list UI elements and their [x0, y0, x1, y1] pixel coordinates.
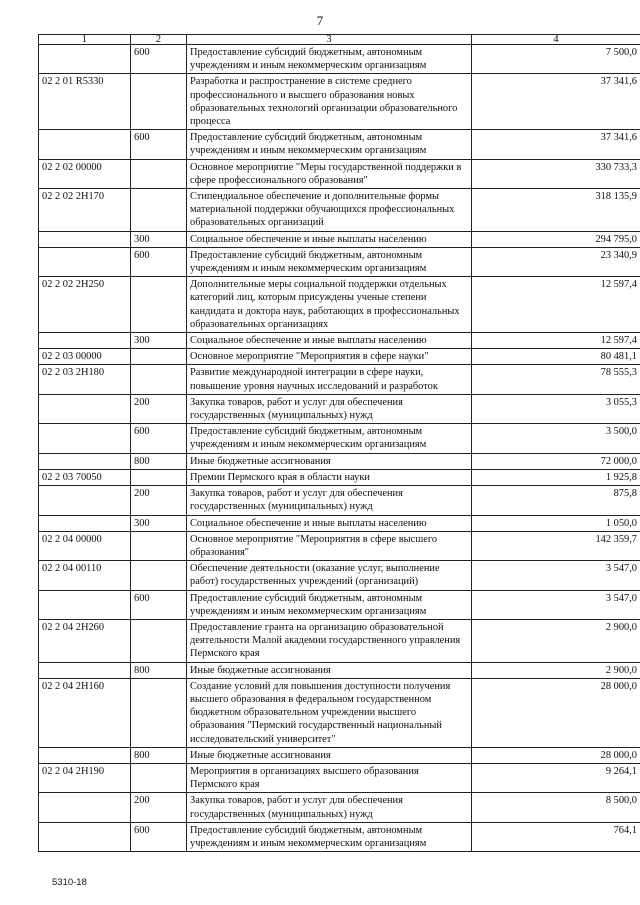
row-code: [39, 394, 131, 423]
row-code: [39, 247, 131, 276]
row-name: Социальное обеспечение и иные выплаты населению: [187, 333, 472, 349]
table-row: [39, 515, 640, 531]
row-name: Предоставление гранта на организацию образовательной деятельности Малой академии государственного управления Пермского края: [187, 619, 472, 662]
row-expense-type: [131, 349, 187, 365]
row-amount: 8 500,0: [472, 793, 640, 822]
row-expense-type: [131, 678, 187, 747]
row-code: [39, 231, 131, 247]
table-row: [39, 453, 640, 469]
row-code: [39, 453, 131, 469]
row-amount: 2 900,0: [472, 662, 640, 678]
row-code: [39, 424, 131, 453]
row-amount: 37 341,6: [472, 74, 640, 130]
row-code: 02 2 03 00000: [39, 349, 131, 365]
row-amount: 318 135,9: [472, 189, 640, 232]
row-name: Мероприятия в организациях высшего образования Пермского края: [187, 763, 472, 792]
row-name: Предоставление субсидий бюджетным, автономным учреждениям и иным некоммерческим организациям: [187, 45, 472, 74]
row-expense-type: 600: [131, 45, 187, 74]
row-code: 02 2 03 2Н180: [39, 365, 131, 394]
table-row: [39, 74, 640, 130]
row-amount: 12 597,4: [472, 333, 640, 349]
row-name: Обеспечение деятельности (оказание услуг, выполнение работ) государственных учреждений (организаций): [187, 561, 472, 590]
row-amount: 1 925,8: [472, 469, 640, 485]
row-name: Социальное обеспечение и иные выплаты населению: [187, 515, 472, 531]
row-amount: 28 000,0: [472, 678, 640, 747]
row-name: Разработка и распространение в системе среднего профессионального и высшего образования новых образовательных технологий организации образовательного процесса: [187, 74, 472, 130]
row-expense-type: 200: [131, 486, 187, 515]
row-code: 02 2 02 2Н250: [39, 277, 131, 333]
row-amount: 28 000,0: [472, 747, 640, 763]
row-expense-type: [131, 763, 187, 792]
row-amount: 875,8: [472, 486, 640, 515]
row-expense-type: 600: [131, 590, 187, 619]
row-amount: 3 500,0: [472, 424, 640, 453]
row-amount: 2 900,0: [472, 619, 640, 662]
table-row: [39, 590, 640, 619]
row-amount: 3 547,0: [472, 590, 640, 619]
row-expense-type: [131, 619, 187, 662]
row-code: [39, 486, 131, 515]
row-expense-type: [131, 277, 187, 333]
row-amount: 294 795,0: [472, 231, 640, 247]
row-code: 02 2 04 00000: [39, 531, 131, 560]
row-expense-type: [131, 561, 187, 590]
row-name: Предоставление субсидий бюджетным, автономным учреждениям и иным некоммерческим организациям: [187, 424, 472, 453]
table-row: [39, 793, 640, 822]
row-name: Закупка товаров, работ и услуг для обеспечения государственных (муниципальных) нужд: [187, 486, 472, 515]
row-amount: 12 597,4: [472, 277, 640, 333]
column-header-2: 2: [131, 35, 187, 45]
table-row: [39, 822, 640, 851]
row-expense-type: [131, 469, 187, 485]
row-expense-type: 200: [131, 793, 187, 822]
table-row: [39, 231, 640, 247]
row-name: Дополнительные меры социальной поддержки отдельных категорий лиц, которым присуждены ученые степени кандидата и доктора наук, работающих в профессиональных образовательных организациях: [187, 277, 472, 333]
column-header-3: 3: [187, 35, 472, 45]
row-expense-type: 600: [131, 822, 187, 851]
row-name: Предоставление субсидий бюджетным, автономным учреждениям и иным некоммерческим организациям: [187, 590, 472, 619]
row-code: [39, 793, 131, 822]
row-name: Основное мероприятие "Мероприятия в сфере науки": [187, 349, 472, 365]
row-expense-type: 800: [131, 747, 187, 763]
row-expense-type: 600: [131, 130, 187, 159]
row-amount: 330 733,3: [472, 159, 640, 188]
table-row: [39, 678, 640, 747]
table-row: [39, 561, 640, 590]
row-name: Премии Пермского края в области науки: [187, 469, 472, 485]
row-expense-type: [131, 365, 187, 394]
row-name: Иные бюджетные ассигнования: [187, 453, 472, 469]
table-row: [39, 333, 640, 349]
table-row: [39, 763, 640, 792]
row-code: [39, 130, 131, 159]
budget-table: [38, 34, 640, 852]
row-code: [39, 662, 131, 678]
column-header-row: [39, 35, 640, 45]
row-expense-type: 200: [131, 394, 187, 423]
table-row: [39, 247, 640, 276]
table-row: [39, 130, 640, 159]
row-code: 02 2 04 2Н260: [39, 619, 131, 662]
table-row: [39, 394, 640, 423]
document-code: 5310-18: [52, 877, 87, 888]
row-expense-type: 800: [131, 662, 187, 678]
row-expense-type: [131, 531, 187, 560]
row-expense-type: 300: [131, 333, 187, 349]
row-expense-type: 600: [131, 247, 187, 276]
row-amount: 764,1: [472, 822, 640, 851]
row-amount: 9 264,1: [472, 763, 640, 792]
table-row: [39, 486, 640, 515]
row-expense-type: 300: [131, 231, 187, 247]
row-amount: 1 050,0: [472, 515, 640, 531]
row-code: [39, 45, 131, 74]
row-code: 02 2 04 2Н190: [39, 763, 131, 792]
row-amount: 78 555,3: [472, 365, 640, 394]
table-row: [39, 424, 640, 453]
page-number: 7: [316, 13, 324, 28]
row-name: Основное мероприятие "Меры государственной поддержки в сфере профессионального образования": [187, 159, 472, 188]
row-code: [39, 333, 131, 349]
row-amount: 3 055,3: [472, 394, 640, 423]
row-code: [39, 822, 131, 851]
row-name: Предоставление субсидий бюджетным, автономным учреждениям и иным некоммерческим организациям: [187, 822, 472, 851]
row-expense-type: [131, 159, 187, 188]
table-row: [39, 662, 640, 678]
row-expense-type: 800: [131, 453, 187, 469]
table-row: [39, 45, 640, 74]
row-name: Предоставление субсидий бюджетным, автономным учреждениям и иным некоммерческим организациям: [187, 247, 472, 276]
row-expense-type: 300: [131, 515, 187, 531]
row-name: Закупка товаров, работ и услуг для обеспечения государственных (муниципальных) нужд: [187, 394, 472, 423]
row-expense-type: [131, 74, 187, 130]
table-row: [39, 747, 640, 763]
table-row: [39, 277, 640, 333]
row-code: [39, 590, 131, 619]
row-code: 02 2 04 2Н160: [39, 678, 131, 747]
table-row: [39, 159, 640, 188]
row-name: Основное мероприятие "Мероприятия в сфере высшего образования": [187, 531, 472, 560]
row-code: [39, 515, 131, 531]
row-code: [39, 747, 131, 763]
row-code: 02 2 02 00000: [39, 159, 131, 188]
row-code: 02 2 02 2Н170: [39, 189, 131, 232]
row-amount: 72 000,0: [472, 453, 640, 469]
table-row: [39, 619, 640, 662]
row-code: 02 2 01 R5330: [39, 74, 131, 130]
row-amount: 37 341,6: [472, 130, 640, 159]
column-header-1: 1: [39, 35, 131, 45]
row-amount: 23 340,9: [472, 247, 640, 276]
row-name: Иные бюджетные ассигнования: [187, 747, 472, 763]
row-amount: 7 500,0: [472, 45, 640, 74]
row-name: Предоставление субсидий бюджетным, автономным учреждениям и иным некоммерческим организациям: [187, 130, 472, 159]
row-code: 02 2 03 70050: [39, 469, 131, 485]
row-amount: 3 547,0: [472, 561, 640, 590]
column-header-4: 4: [472, 35, 640, 45]
row-name: Иные бюджетные ассигнования: [187, 662, 472, 678]
table-row: [39, 531, 640, 560]
row-name: Стипендиальное обеспечение и дополнительные формы материальной поддержки обучающихся профессиональных образовательных организаций: [187, 189, 472, 232]
table-row: [39, 189, 640, 232]
table-row: [39, 365, 640, 394]
row-name: Закупка товаров, работ и услуг для обеспечения государственных (муниципальных) нужд: [187, 793, 472, 822]
row-name: Развитие международной интеграции в сфере науки, повышение уровня научных исследований и разработок: [187, 365, 472, 394]
row-code: 02 2 04 00110: [39, 561, 131, 590]
row-name: Социальное обеспечение и иные выплаты населению: [187, 231, 472, 247]
row-name: Создание условий для повышения доступности получения высшего образования в федеральном государственном бюджетном образовательном учреждении высшего образования "Пермский государственный национальный исследовательский университет": [187, 678, 472, 747]
row-amount: 80 481,1: [472, 349, 640, 365]
row-expense-type: [131, 189, 187, 232]
table-row: [39, 349, 640, 365]
row-expense-type: 600: [131, 424, 187, 453]
table-row: [39, 469, 640, 485]
row-amount: 142 359,7: [472, 531, 640, 560]
